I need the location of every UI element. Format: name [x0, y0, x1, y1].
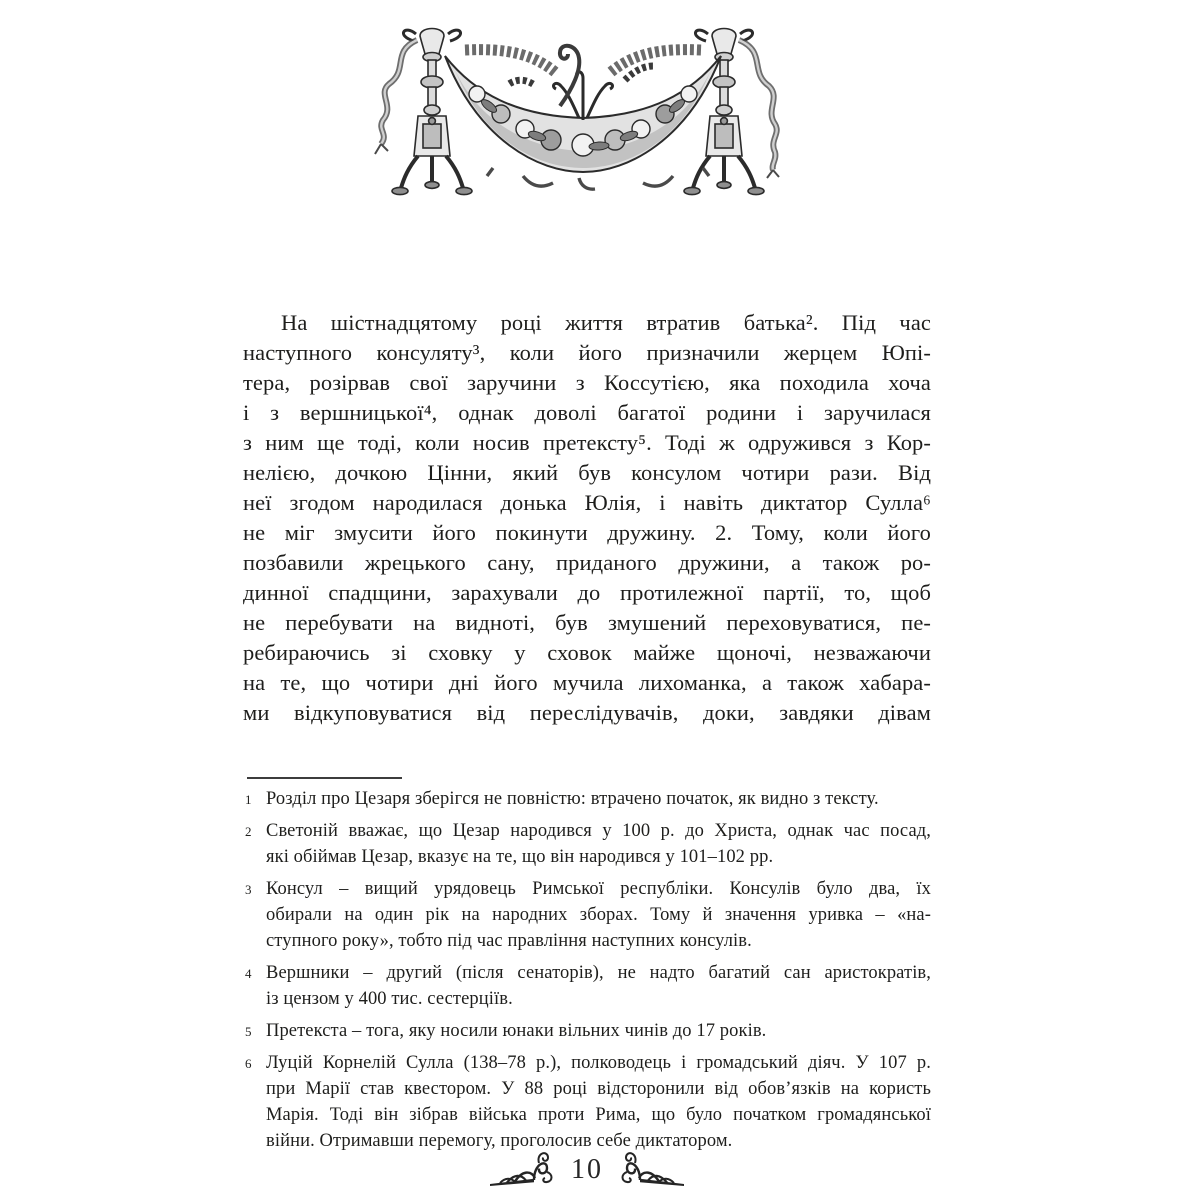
- page-footer: [243, 1148, 931, 1192]
- page-number: 10: [571, 1154, 603, 1185]
- footnote-item: [243, 1050, 931, 1154]
- footnote-line: війни. Отримавши перемогу, проголосив себе диктатором.: [266, 1131, 733, 1151]
- footnote-line: Консул – вищий урядовець Римської республіки. Консулів було два, їх: [266, 879, 931, 899]
- flourish-left-icon: [490, 1150, 554, 1190]
- footnote-line: обирали на один рік на народних зборах. Тому й значення уривка – «на-: [266, 905, 931, 925]
- paragraph-line: неї згодом народилася донька Юлія, і навіть диктатор Сулла⁶: [243, 490, 931, 515]
- paragraph-line: не перебувати на видноті, був змушений переховуватися, пе-: [243, 610, 931, 635]
- footnote-line: Вершники – другий (після сенаторів), не надто багатий сан аристократів,: [266, 963, 931, 983]
- paragraph-line: наступного консуляту³, коли його призначили жерцем Юпі-: [243, 340, 931, 365]
- paragraph-line: ребираючись зі сховку у сховок майже щоночі, незважаючи: [243, 640, 931, 665]
- paragraph-line: позбавили жрецького сану, приданого дружини, а також ро-: [243, 550, 931, 575]
- footnote-separator: [247, 777, 402, 779]
- fruit-garland: [445, 50, 721, 172]
- paragraph-line: На шістнадцятому році життя втратив батька². Під час: [281, 310, 931, 335]
- flourish-right-icon: [620, 1150, 684, 1190]
- footnote-item: [243, 876, 931, 954]
- footnote-marker: 6: [245, 1056, 252, 1071]
- footnote-line: Розділ про Цезаря зберігся не повністю: втрачено початок, як видно з тексту.: [266, 789, 879, 809]
- footnote-line: Марія. Тоді він зібрав війська проти Рима, що було початком громадянської: [266, 1105, 931, 1125]
- paragraph-line: ми відкуповуватися від переслідувачів, доки, завдяки дівам: [243, 700, 931, 725]
- footnote-line: при Марії став квестором. У 88 році відсторонили від обов’язків на користь: [266, 1079, 931, 1099]
- garland-engraving-svg: [373, 18, 793, 196]
- garland-engraving-illustration: [373, 18, 793, 196]
- paragraph-line: на те, що чотири дні його мучила лихоманка, а також хабара-: [243, 670, 931, 695]
- footnotes-section: [243, 786, 931, 1160]
- footnote-marker: 3: [245, 882, 252, 897]
- footnote-line: із цензом у 400 тис. сестерціїв.: [266, 989, 513, 1009]
- footnote-marker: 1: [245, 792, 252, 807]
- footnote-line: ступного року», тобто під час правління наступних консулів.: [266, 931, 752, 951]
- paragraph-line: не міг змусити його покинути дружину. 2. Тому, коли його: [243, 520, 931, 545]
- paragraph-line: динної спадщини, зарахували до протилежної партії, то, щоб: [243, 580, 931, 605]
- paragraph-line: з ним ще тоді, коли носив претексту⁵. Тоді ж одружився з Кор-: [243, 430, 931, 455]
- footnote-marker: 5: [245, 1024, 252, 1039]
- footnote-marker: 4: [245, 966, 252, 981]
- footnote-line: Луцій Корнелій Сулла (138–78 р.), полководець і громадський діяч. У 107 р.: [266, 1053, 931, 1073]
- footnote-marker: 2: [245, 824, 252, 839]
- footnote-item: [243, 960, 931, 1012]
- paragraph-line: і з вершницької⁴, однак доволі багатої родини і заручилася: [243, 400, 931, 425]
- footnote-line: Претекста – тога, яку носили юнаки вільних чинів до 17 років.: [266, 1021, 767, 1041]
- footnote-line: Светоній вважає, що Цезар народився у 100 р. до Христа, однак час посад,: [266, 821, 931, 841]
- paragraph-line: тера, розірвав свої заручини з Коссутією, яка походила хоча: [243, 370, 931, 395]
- footnote-line: які обіймав Цезар, вказує на те, що він народився у 101–102 рр.: [266, 847, 774, 867]
- main-paragraph: [243, 308, 931, 728]
- footnote-item: [243, 818, 931, 870]
- footnote-item: [243, 1018, 931, 1044]
- footnote-item: [243, 786, 931, 812]
- paragraph-line: нелією, дочкою Цінни, який був консулом чотири рази. Від: [243, 460, 931, 485]
